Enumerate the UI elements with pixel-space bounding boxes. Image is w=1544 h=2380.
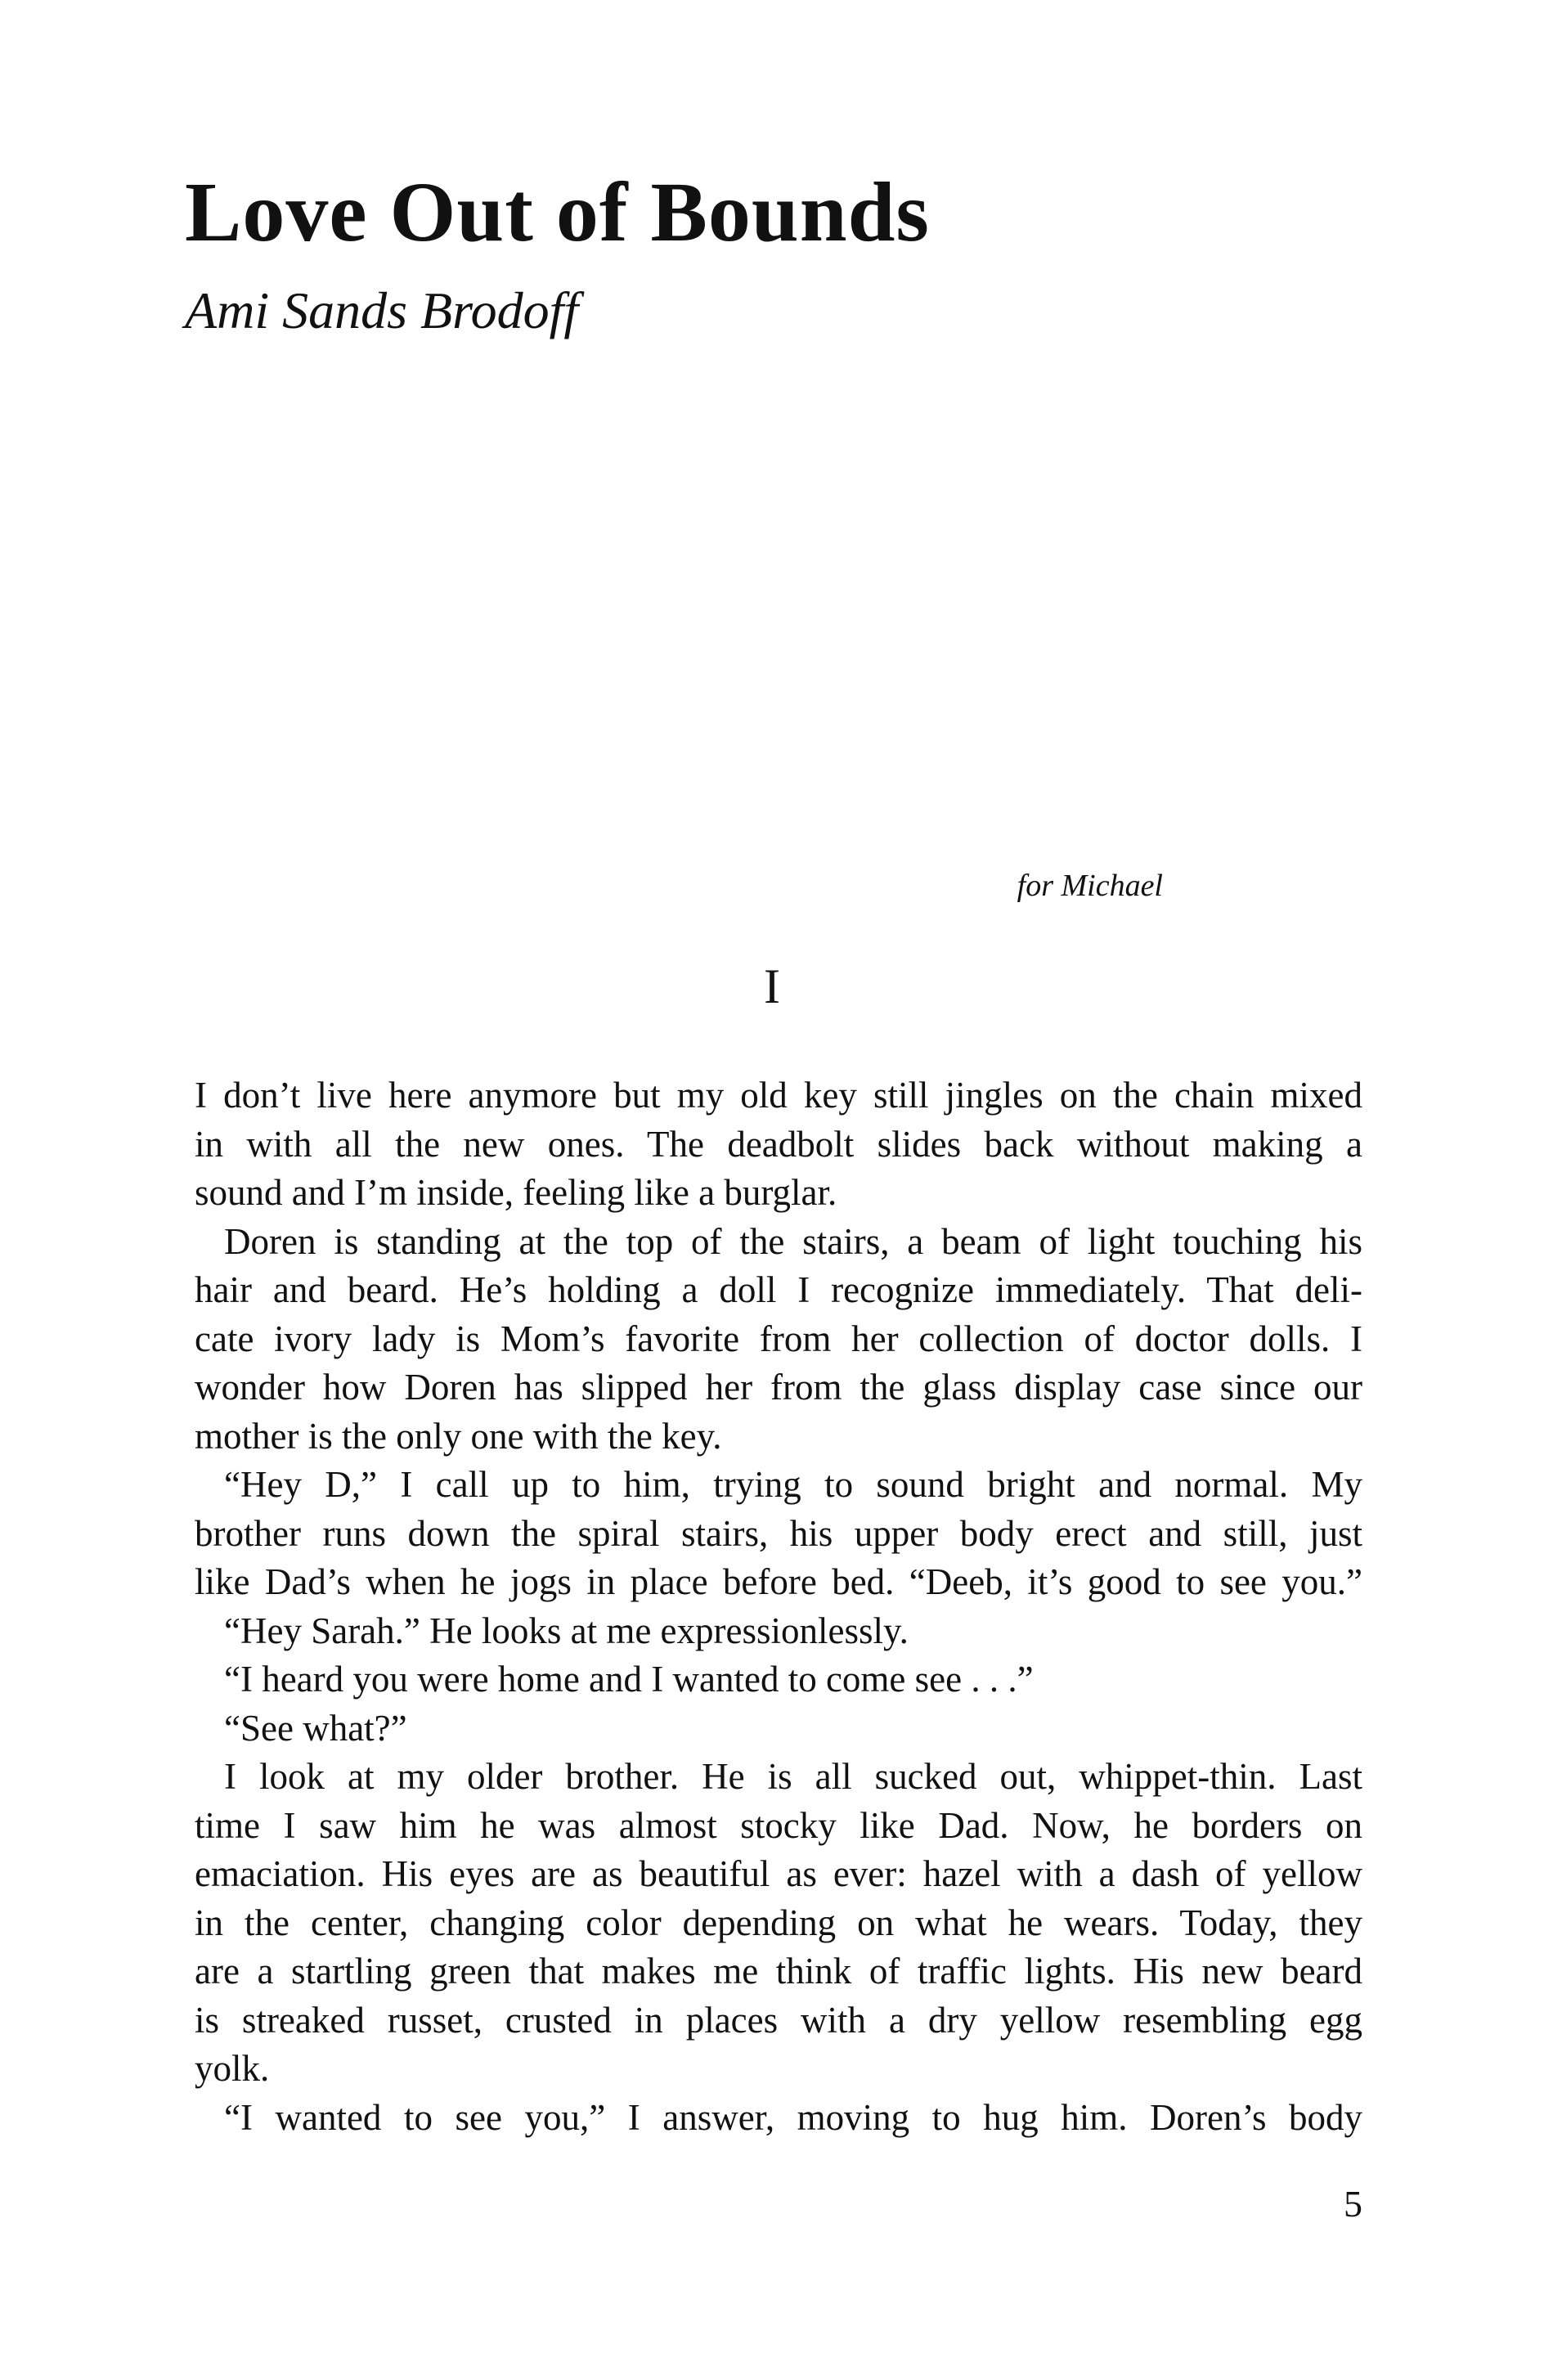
text-line: “See what?” [224, 1707, 407, 1749]
text-line: brother runs down the spiral stairs, his upper body erect and still, just [195, 1512, 1362, 1554]
text-line: mother is the only one with the key. [195, 1415, 722, 1457]
author-name: Ami Sands Brodoff [185, 281, 579, 339]
text-line: “I heard you were home and I wanted to come see . . .” [224, 1659, 1034, 1700]
text-line: emaciation. His eyes are as beautiful as ever: hazel with a dash of yellow [195, 1853, 1362, 1894]
text-line: are a startling green that makes me think of traffic lights. His new beard [195, 1951, 1362, 1992]
text-line: is streaked russet, crusted in places with a dry yellow resembling egg [195, 1999, 1362, 2041]
text-line: in with all the new ones. The deadbolt slides back without making a [195, 1123, 1362, 1165]
dedication: for Michael [1017, 869, 1163, 903]
body-text [195, 1071, 1362, 2142]
text-line: in the center, changing color depending on what he wears. Today, they [195, 1902, 1362, 1943]
text-line: “I wanted to see you,” I answer, moving to hug him. Doren’s body [224, 2096, 1362, 2138]
page-number: 5 [1344, 2183, 1362, 2225]
section-number: I [764, 959, 780, 1013]
text-line: hair and beard. He’s holding a doll I recognize immediately. That deli- [195, 1269, 1362, 1310]
text-line: like Dad’s when he jogs in place before bed. “Deeb, it’s good to see you.” [195, 1561, 1362, 1602]
text-line: wonder how Doren has slipped her from the glass display case since our [195, 1367, 1362, 1408]
story-title: Love Out of Bounds [185, 165, 930, 259]
text-line: I don’t live here anymore but my old key still jingles on the chain mixed [195, 1075, 1362, 1116]
text-line: cate ivory lady is Mom’s favorite from her collection of doctor dolls. I [195, 1318, 1362, 1359]
text-line: “Hey D,” I call up to him, trying to sound bright and normal. My [224, 1464, 1362, 1505]
text-line: Doren is standing at the top of the stairs, a beam of light touching his [224, 1220, 1362, 1262]
text-line: sound and I’m inside, feeling like a burglar. [195, 1172, 837, 1213]
text-line: I look at my older brother. He is all sucked out, whippet-thin. Last [224, 1756, 1362, 1797]
text-line: time I saw him he was almost stocky like Dad. Now, he borders on [195, 1804, 1362, 1846]
text-line: “Hey Sarah.” He looks at me expressionlessly. [224, 1610, 909, 1651]
text-line: yolk. [195, 2048, 270, 2089]
